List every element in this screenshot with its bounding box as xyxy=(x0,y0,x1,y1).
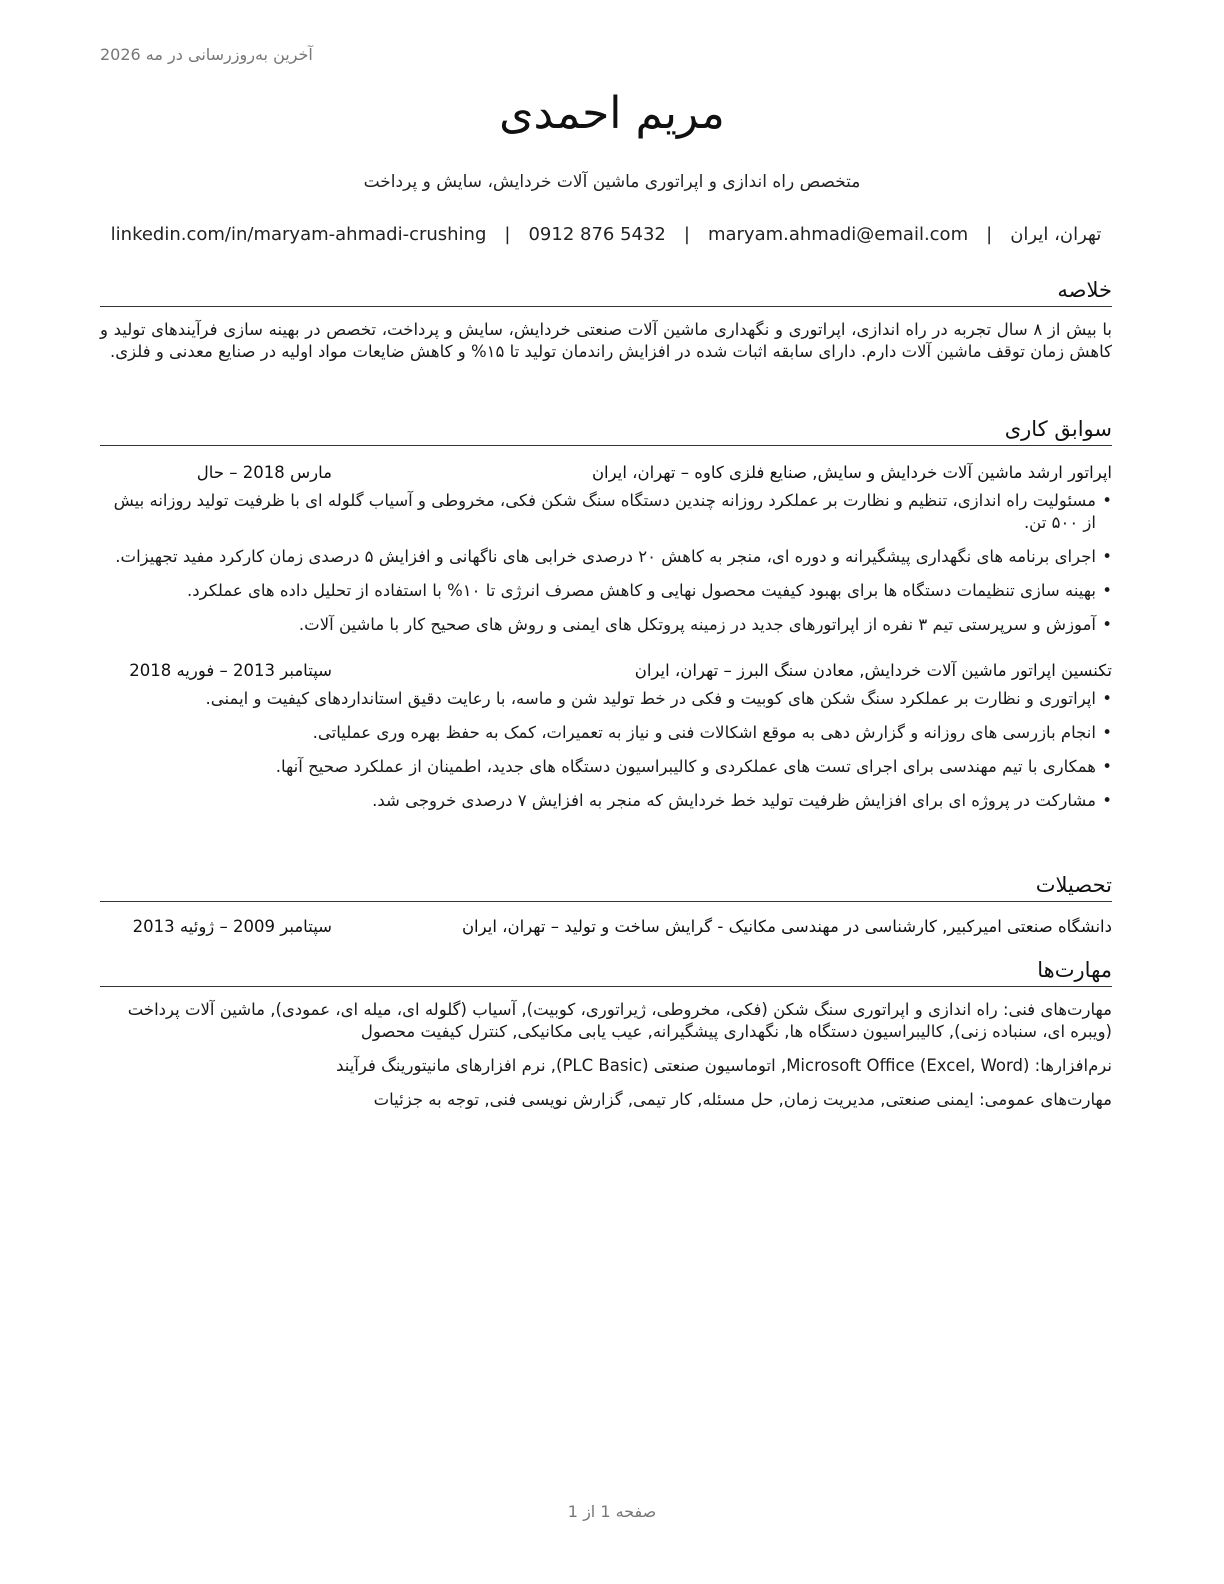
contact-phone: 0912 876 5432 xyxy=(528,224,666,245)
job-bullet: • آموزش و سرپرستی تیم ۳ نفره از اپراتورهای جدید در زمینه پروتکل های ایمنی و روش های صحیح کار با ماشین آلات. xyxy=(100,614,1112,636)
contact-email[interactable]: maryam.ahmadi@email.com xyxy=(707,224,969,245)
job-bullet: • همکاری با تیم مهندسی برای اجرای تست های عملکردی و کالیبراسیون دستگاه های جدید، اطمینان از عملکرد صحیح آنها. xyxy=(100,756,1112,778)
contact-linkedin[interactable]: linkedin.com/in/maryam-ahmadi-crushing xyxy=(110,224,487,245)
job-title: اپراتور ارشد ماشین آلات خردایش و سایش, صنایع فلزی کاوه – تهران، ایران xyxy=(591,463,1112,482)
page-number: صفحه 1 از 1 xyxy=(567,1502,657,1521)
education-section xyxy=(100,870,1112,940)
job-entry xyxy=(100,658,1112,812)
contact-separator: | xyxy=(504,224,511,245)
job-subtitle: متخصص راه اندازی و اپراتوری ماشین آلات خردایش، سایش و پرداخت xyxy=(363,172,861,192)
job-bullets xyxy=(100,688,1112,812)
contact-line xyxy=(100,224,1112,245)
skills-list xyxy=(100,999,1112,1111)
contact-separator: | xyxy=(986,224,993,245)
job-header xyxy=(100,658,1112,684)
education-title: دانشگاه صنعتی امیرکبیر, کارشناسی در مهندسی مکانیک - گرایش ساخت و تولید – تهران، ایران xyxy=(461,917,1112,936)
job-dates: سپتامبر 2013 – فوریه 2018 xyxy=(129,661,332,680)
last-updated: آخرین به‌روزرسانی در مه 2026 xyxy=(100,45,313,64)
education-entry xyxy=(100,914,1112,940)
skills-section xyxy=(100,955,1112,1123)
candidate-name: مریم احمدی xyxy=(499,88,725,139)
summary-text: با بیش از ۸ سال تجربه در راه اندازی، اپراتوری و نگهداری ماشین آلات صنعتی خردایش، سایش و پرداخت، تخصص در بهینه سازی فرآیندهای تولید و کاهش زمان توقف ماشین آلات دارم. دارای سابقه اثبات شده در افزایش راندمان تولید تا ۱۵% و کاهش ضایعات مواد اولیه در صنایع معدنی و فلزی. xyxy=(100,320,1112,361)
skills-software: نرم‌افزارها: Microsoft Office (Excel, Word), اتوماسیون صنعتی (PLC Basic), نرم افزارهای مانیتورینگ فرآیند xyxy=(336,1056,1112,1075)
summary-section xyxy=(100,275,1112,363)
education-dates: سپتامبر 2009 – ژوئیه 2013 xyxy=(132,917,332,936)
job-header xyxy=(100,460,1112,486)
job-bullet: • مسئولیت راه اندازی، تنظیم و نظارت بر عملکرد روزانه چندین دستگاه سنگ شکن فکی، مخروطی و آسیاب گلوله ای با ظرفیت تولید روزانه بیش از ۵۰۰ تن. xyxy=(100,490,1112,534)
job-title: تکنسین اپراتور ماشین آلات خردایش, معادن سنگ البرز – تهران، ایران xyxy=(634,661,1112,680)
job-bullet: • اجرای برنامه های نگهداری پیشگیرانه و دوره ای، منجر به کاهش ۲۰ درصدی خرابی های ناگهانی و افزایش ۵ درصدی زمان کارکرد مفید تجهیزات. xyxy=(100,546,1112,568)
job-bullets xyxy=(100,490,1112,636)
job-bullet: • اپراتوری و نظارت بر عملکرد سنگ شکن های کوبیت و فکی در خط تولید شن و ماسه، با رعایت دقیق استانداردهای کیفیت و ایمنی. xyxy=(100,688,1112,710)
job-dates: مارس 2018 – حال xyxy=(196,463,332,482)
summary-heading: خلاصه xyxy=(100,275,1112,307)
experience-heading: سوابق کاری xyxy=(100,414,1112,446)
job-bullet: • مشارکت در پروژه ای برای افزایش ظرفیت تولید خط خردایش که منجر به افزایش ۷ درصدی خروجی شد. xyxy=(100,790,1112,812)
skills-heading: مهارت‌ها xyxy=(100,955,1112,987)
job-bullet: • انجام بازرسی های روزانه و گزارش دهی به موقع اشکالات فنی و نیاز به تعمیرات، کمک به حفظ بهره وری عملیاتی. xyxy=(100,722,1112,744)
skills-technical: مهارت‌های فنی: راه اندازی و اپراتوری سنگ شکن (فکی، مخروطی، ژیراتوری، کوبیت), آسیاب (گلوله ای، میله ای، عمودی), ماشین آلات پرداخت (ویبره ای، سنباده زنی), کالیبراسیون دستگاه ها, نگهداری پیشگیرانه, عیب یابی مکانیکی, کنترل کیفیت محصول xyxy=(127,1000,1112,1041)
skills-general: مهارت‌های عمومی: ایمنی صنعتی, مدیریت زمان, حل مسئله, کار تیمی, گزارش نویسی فنی, توجه به جزئیات xyxy=(373,1090,1112,1109)
experience-section xyxy=(100,414,1112,824)
job-entry xyxy=(100,460,1112,636)
contact-separator: | xyxy=(683,224,690,245)
job-bullet: • بهینه سازی تنظیمات دستگاه ها برای بهبود کیفیت محصول نهایی و کاهش مصرف انرژی تا ۱۰% با استفاده از تحلیل داده های عملکرد. xyxy=(100,580,1112,602)
contact-location: تهران، ایران xyxy=(1010,224,1102,245)
education-heading: تحصیلات xyxy=(100,870,1112,902)
